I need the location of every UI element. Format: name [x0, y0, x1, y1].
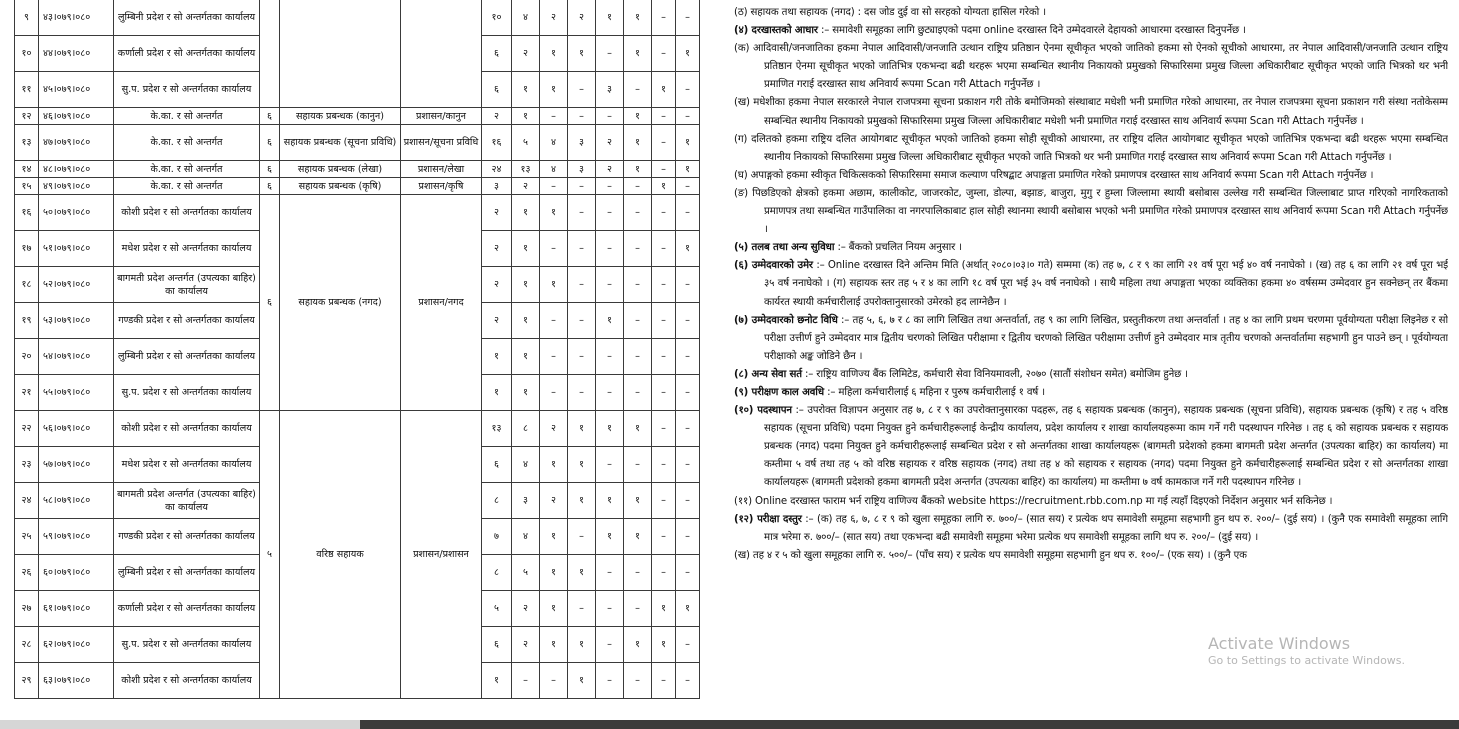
quota-cell: ५ — [512, 555, 540, 591]
quota-cell: २ — [568, 0, 596, 36]
quota-cell: १ — [512, 72, 540, 108]
service-cell: प्रशासन/कृषि — [401, 178, 482, 195]
quota-cell: १ — [624, 483, 652, 519]
quota-cell: १ — [676, 125, 700, 161]
quota-cell: ४ — [512, 0, 540, 36]
quota-cell: – — [568, 178, 596, 195]
quota-cell: १ — [568, 555, 596, 591]
quota-cell: – — [652, 483, 676, 519]
quota-cell: ४ — [512, 447, 540, 483]
total-posts-cell: १ — [482, 663, 512, 699]
level-cell: ५ — [260, 411, 280, 699]
serial-number-cell: २१ — [15, 375, 39, 411]
quota-cell: – — [596, 339, 624, 375]
total-posts-cell: ५ — [482, 591, 512, 627]
serial-number-cell: १८ — [15, 267, 39, 303]
quota-cell: – — [596, 627, 624, 663]
quota-cell: – — [652, 447, 676, 483]
quota-cell: १ — [512, 339, 540, 375]
quota-cell: – — [596, 591, 624, 627]
quota-cell: १ — [568, 627, 596, 663]
post-cell: सहायक प्रबन्धक (सूचना प्रविधि) — [280, 125, 401, 161]
quota-cell: – — [624, 555, 652, 591]
quota-cell: – — [652, 375, 676, 411]
serial-number-cell: १९ — [15, 303, 39, 339]
serial-number-cell: २६ — [15, 555, 39, 591]
advert-code-cell: ४५।०७९।०८० — [39, 72, 114, 108]
quota-cell: – — [540, 108, 568, 125]
quota-cell: – — [652, 161, 676, 178]
quota-cell: – — [568, 231, 596, 267]
quota-cell: – — [652, 663, 676, 699]
quota-cell: – — [676, 339, 700, 375]
advert-code-cell: ५२।०७९।०८० — [39, 267, 114, 303]
quota-cell: १ — [624, 125, 652, 161]
total-posts-cell: २ — [482, 303, 512, 339]
total-posts-cell: ७ — [482, 519, 512, 555]
para-exam-fee-level4-5: (ख) तह ४ र ५ को खुला समूहका लागि रु. ५००/– (पाँच सय) र प्रत्येक थप समावेशी समूहमा सहभागी हुन थप रु. १००/– (एक सय) । (कुनै एक — [734, 549, 1247, 561]
notice-text-page — [734, 4, 1448, 724]
para-qualification-assistant: (ठ) सहायक तथा सहायक (नगद) : दस जोड दुई वा सो सरहको योग्यता हासिल गरेको । — [734, 7, 1046, 18]
serial-number-cell: २३ — [15, 447, 39, 483]
total-posts-cell: १ — [482, 339, 512, 375]
quota-cell: १ — [624, 411, 652, 447]
quota-cell: – — [652, 411, 676, 447]
level-cell: ६ — [260, 161, 280, 178]
quota-cell: ४ — [540, 161, 568, 178]
quota-cell: – — [568, 195, 596, 231]
office-cell: बागमती प्रदेश अन्तर्गत (उपत्यका बाहिर) का कार्यालय — [114, 267, 260, 303]
quota-cell: २ — [512, 36, 540, 72]
watermark-subtitle: Go to Settings to activate Windows. — [1208, 654, 1406, 667]
page-gutter — [722, 0, 732, 729]
total-posts-cell: १० — [482, 0, 512, 36]
quota-cell: – — [568, 108, 596, 125]
office-cell: गण्डकी प्रदेश र सो अन्तर्गतका कार्यालय — [114, 303, 260, 339]
quota-cell: १ — [568, 411, 596, 447]
total-posts-cell: ६ — [482, 627, 512, 663]
quota-cell: – — [596, 195, 624, 231]
quota-cell: १ — [676, 36, 700, 72]
quota-cell: – — [624, 303, 652, 339]
table-row — [15, 0, 700, 36]
quota-cell: – — [540, 339, 568, 375]
para-age: (६) उम्मेदवारको उमेर :– Online दरखास्त दिने अन्तिम मिति (अर्थात् २०८०।०३।० गते) सम्ममा (क) तह ७, ८ र ९ का लागि २१ वर्ष पूरा भई ४० वर्ष ननाघेको । (ख) तह ६ का लागि २१ वर्ष पूरा भई ३५ वर्ष ननाघेको । (ग) सहायक स्तर तह ५ र ४ का लागि १८ वर्ष पूरा भई ३५ वर्ष ननाघेको । साथै महिला तथा अपाङ्गता भएका व्यक्तिका हकमा ४० वर्षसम्म उम्मेदवार हुन सक्नेछन् तर बैंकमा कार्यरत स्थायी कर्मचारीलाई उपरोक्तानुसारको उमेरको हद लाग्नेछैन । — [734, 260, 1448, 308]
total-posts-cell: २ — [482, 108, 512, 125]
quota-cell: – — [596, 663, 624, 699]
quota-cell: १ — [624, 0, 652, 36]
advert-code-cell: ४३।०७९।०८० — [39, 0, 114, 36]
service-cell-continued — [401, 0, 482, 108]
quota-cell: – — [568, 72, 596, 108]
quota-cell: – — [676, 663, 700, 699]
post-cell: सहायक प्रबन्धक (कानुन) — [280, 108, 401, 125]
advert-code-cell: ५१।०७९।०८० — [39, 231, 114, 267]
post-cell: सहायक प्रबन्धक (नगद) — [280, 195, 401, 411]
serial-number-cell: १५ — [15, 178, 39, 195]
para-service-terms: (८) अन्य सेवा सर्त :– राष्ट्रिय वाणिज्य बैंक लिमिटेड, कर्मचारी सेवा विनियमावली, २०७० (सातौं संशोधन समेत) बमोजिम हुनेछ । — [734, 368, 1188, 380]
quota-cell: – — [652, 125, 676, 161]
level-cell: ६ — [260, 178, 280, 195]
quota-cell: २ — [512, 178, 540, 195]
advert-code-cell: ४९।०७९।०८० — [39, 178, 114, 195]
quota-cell: ३ — [568, 161, 596, 178]
quota-cell: १ — [596, 411, 624, 447]
quota-cell: – — [652, 36, 676, 72]
quota-cell: – — [596, 267, 624, 303]
serial-number-cell: १४ — [15, 161, 39, 178]
table-row — [15, 411, 700, 447]
quota-cell: – — [596, 36, 624, 72]
quota-cell: २ — [512, 627, 540, 663]
level-cell-continued — [260, 0, 280, 108]
quota-cell: – — [568, 375, 596, 411]
quota-cell: – — [540, 178, 568, 195]
quota-cell: – — [676, 0, 700, 36]
quota-cell: १ — [512, 267, 540, 303]
quota-cell: – — [676, 375, 700, 411]
quota-cell: – — [624, 663, 652, 699]
quota-cell: – — [676, 555, 700, 591]
advert-code-cell: ६१।०७९।०८० — [39, 591, 114, 627]
horizontal-scrollbar[interactable] — [0, 720, 1459, 729]
quota-cell: १ — [512, 108, 540, 125]
quota-cell: १ — [596, 483, 624, 519]
advert-code-cell: ४६।०७९।०८० — [39, 108, 114, 125]
para-probation: (९) परीक्षण काल अवधि :– महिला कर्मचारीलाई ६ महिना र पुरुष कर्मचारीलाई १ वर्ष । — [734, 386, 1045, 398]
serial-number-cell: २० — [15, 339, 39, 375]
quota-cell: १ — [540, 267, 568, 303]
quota-cell: ३ — [596, 72, 624, 108]
table-row — [15, 195, 700, 231]
serial-number-cell: १३ — [15, 125, 39, 161]
quota-cell: १ — [512, 195, 540, 231]
quota-cell: १ — [676, 161, 700, 178]
quota-cell: १ — [652, 72, 676, 108]
quota-cell: – — [624, 339, 652, 375]
office-cell: मधेश प्रदेश र सो अन्तर्गतका कार्यालय — [114, 231, 260, 267]
advert-code-cell: ५७।०७९।०८० — [39, 447, 114, 483]
total-posts-cell: १ — [482, 375, 512, 411]
quota-cell: १ — [676, 591, 700, 627]
quota-cell: २ — [540, 411, 568, 447]
office-cell: सु.प. प्रदेश र सो अन्तर्गतका कार्यालय — [114, 72, 260, 108]
para-madhesi: (ख) मधेशीका हकमा नेपाल सरकारले नेपाल राजपत्रमा सूचना प्रकाशन गरी तोके बमोजिमको संस्थाबाट मधेशी भनी प्रमाणित गरेको आधारमा, तर नेपाल राजपत्रमा सूचना प्रकाशन गरी संस्था नतोकेसम्म सम्बन्धित स्थानीय निकायको प्रमुखको सिफारिसमा प्रमुख जिल्ला अधिकारीबाट मधेशी भनी प्रमाणित गराई दरखास्त साथ अनिवार्य रूपमा Scan गरी Attach गर्नुपर्नेछ । — [734, 97, 1448, 127]
advert-code-cell: ५६।०७९।०८० — [39, 411, 114, 447]
para-selection-method: (७) उम्मेदवारको छनोट विधि :– तह ५, ६, ७ र ८ का लागि लिखित तथा अन्तर्वार्ता, तह ९ का लागि लिखित, प्रस्तुतीकरण तथा अन्तर्वार्ता । तह ४ का लागि प्रथम चरणमा पूर्वयोग्यता परीक्षा लिइनेछ र सो परीक्षा उत्तीर्ण हुने उम्मेदवार मात्र द्वितीय चरणको लिखित परीक्षामा र द्वितीय चरणको लिखित परीक्षामा उत्तीर्ण हुने उम्मेदवार मात्र तृतीय चरणको अन्तर्वार्तामा सहभागी हुन पाउने छन् । पूर्वयोग्यता परीक्षाको अङ्क जोडिने छैन । — [734, 314, 1448, 362]
office-cell: मधेश प्रदेश र सो अन्तर्गतका कार्यालय — [114, 447, 260, 483]
table-row — [15, 108, 700, 125]
quota-cell: – — [676, 178, 700, 195]
total-posts-cell: ८ — [482, 483, 512, 519]
quota-cell: ३ — [512, 483, 540, 519]
quota-cell: – — [676, 411, 700, 447]
quota-cell: – — [676, 519, 700, 555]
advert-code-cell: ५३।०७९।०८० — [39, 303, 114, 339]
advert-code-cell: ५९।०७९।०८० — [39, 519, 114, 555]
advert-code-cell: ५०।०७९।०८० — [39, 195, 114, 231]
advert-code-cell: ६०।०७९।०८० — [39, 555, 114, 591]
serial-number-cell: ९ — [15, 0, 39, 36]
quota-cell: – — [624, 195, 652, 231]
advert-code-cell: ५५।०७९।०८० — [39, 375, 114, 411]
serial-number-cell: १६ — [15, 195, 39, 231]
quota-cell: – — [676, 72, 700, 108]
quota-cell: १ — [624, 627, 652, 663]
office-cell: बागमती प्रदेश अन्तर्गत (उपत्यका बाहिर) का कार्यालय — [114, 483, 260, 519]
total-posts-cell: ३ — [482, 178, 512, 195]
advert-code-cell: ४७।०७९।०८० — [39, 125, 114, 161]
post-cell: वरिष्ठ सहायक — [280, 411, 401, 699]
quota-cell: – — [596, 375, 624, 411]
advert-code-cell: ४८।०७९।०८० — [39, 161, 114, 178]
quota-cell: – — [652, 519, 676, 555]
quota-cell: १ — [624, 108, 652, 125]
office-cell: गण्डकी प्रदेश र सो अन्तर्गतका कार्यालय — [114, 519, 260, 555]
vacancy-table-page — [0, 0, 722, 720]
quota-cell: – — [596, 447, 624, 483]
office-cell: लुम्बिनी प्रदेश र सो अन्तर्गतका कार्यालय — [114, 555, 260, 591]
quota-cell: – — [568, 591, 596, 627]
office-cell: सु.प. प्रदेश र सो अन्तर्गतका कार्यालय — [114, 627, 260, 663]
para-dalit: (ग) दलितको हकमा राष्ट्रिय दलित आयोगबाट सूचीकृत भएको जातिको हकमा सोही सूचीको आधारमा, तर राष्ट्रिय दलित आयोगबाट सूचीकृत भएको जातिभित्र एकभन्दा बढी थरहरू भएमा सम्बन्धित स्थानीय निकायको सिफारिसमा प्रमुख जिल्ला अधिकारीबाट सूचीकृत भएको जाति भित्रको थर भनी प्रमाणित गराई दरखास्त साथ अनिवार्य रूपमा Scan गरी Attach गर्नुपर्नेछ । — [734, 133, 1448, 163]
post-cell: सहायक प्रबन्धक (लेखा) — [280, 161, 401, 178]
quota-cell: १ — [652, 627, 676, 663]
quota-cell: १ — [540, 195, 568, 231]
serial-number-cell: १२ — [15, 108, 39, 125]
service-cell: प्रशासन/प्रशासन — [401, 411, 482, 699]
quota-cell: – — [596, 555, 624, 591]
quota-cell: – — [652, 339, 676, 375]
office-cell: सु.प. प्रदेश र सो अन्तर्गतका कार्यालय — [114, 375, 260, 411]
para-posting: (१०) पदस्थापन :– उपरोक्त विज्ञापन अनुसार तह ७, ८ र ९ का उपरोक्तानुसारका पदहरू, तह ६ सहायक प्रबन्धक (कानुन), सहायक प्रबन्धक (सूचना प्रविधि), सहायक प्रबन्धक (कृषि) र तह ५ वरिष्ठ सहायक (सूचना प्रविधि) पदमा नियुक्त हुने कर्मचारीहरूलाई केन्द्रीय कार्यालय, प्रदेश कार्यालय र शाखा कार्यालयहरूमा काम गर्ने गरी पदस्थापन गरिनेछ । तह ६ को सहायक प्रबन्धक र सहायक प्रबन्धक (नगद) पदमा नियुक्त हुने कर्मचारीहरूलाई सम्बन्धित प्रदेश र सो अन्तर्गतका शाखा कार्यालयहरू (बागमती प्रदेशको हकमा बागमती प्रदेश अन्तर्गत (उपत्यका बाहिर) का कार्यालय) मा कम्तीमा ५ वर्ष तथा तह ५ को वरिष्ठ सहायक र वरिष्ठ सहायक (नगद) तथा तह ४ को सहायक र सहायक (नगद) पदमा नियुक्त हुने कर्मचारीहरूलाई सम्बन्धित प्रदेश र सो अन्तर्गतका शाखा कार्यालयहरू (बागमती प्रदेशको हकमा बागमती प्रदेश अन्तर्गत (उपत्यका बाहिर) का कार्यालय) मा कम्तीमा ७ वर्ष कामकाज गर्ने गरी पदस्थापन गरिनेछ । — [734, 405, 1448, 489]
para-backward-region: (ङ) पिछडिएको क्षेत्रको हकमा अछाम, कालीकोट, जाजरकोट, जुम्ला, डोल्पा, बझाङ, बाजुरा, मुगु र हुम्ला जिल्लामा स्थायी बसोबास उल्लेख गरी सम्बन्धित जिल्लाबाट प्राप्त गरिएको नागरिकताको प्रमाणपत्र तथा सम्बन्धित गाउँपालिका वा नगरपालिकाबाट हाल सोही स्थानमा स्थायी बसोबास भएको भनी प्रमाणित गरेको प्रमाणपत्र दरखास्त साथ अनिवार्य रूपमा Scan गरी Attach गर्नुपर्नेछ । — [734, 187, 1448, 236]
para-online-form: (११) Online दरखास्त फाराम भर्न राष्ट्रिय वाणिज्य बैंकको website https://recruitment.rbb.com.np मा गई त्यहाँ दिइएको निर्देशन अनुसार भर्न सकिनेछ । — [734, 495, 1333, 507]
quota-cell: ४ — [540, 125, 568, 161]
quota-cell: – — [676, 108, 700, 125]
service-cell: प्रशासन/सूचना प्रविधि — [401, 125, 482, 161]
quota-cell: – — [676, 267, 700, 303]
quota-cell: १ — [512, 375, 540, 411]
total-posts-cell: २ — [482, 267, 512, 303]
quota-cell: १ — [596, 519, 624, 555]
total-posts-cell: १६ — [482, 125, 512, 161]
office-cell: लुम्बिनी प्रदेश र सो अन्तर्गतका कार्यालय — [114, 339, 260, 375]
office-cell: कर्णाली प्रदेश र सो अन्तर्गतका कार्यालय — [114, 591, 260, 627]
quota-cell: – — [624, 591, 652, 627]
quota-cell: – — [540, 663, 568, 699]
quota-cell: – — [624, 178, 652, 195]
serial-number-cell: ११ — [15, 72, 39, 108]
advert-code-cell: ६३।०७९।०८० — [39, 663, 114, 699]
post-cell-continued — [280, 0, 401, 108]
vacancy-table — [14, 0, 700, 699]
office-cell: के.का. र सो अन्तर्गत — [114, 125, 260, 161]
quota-cell: १ — [568, 447, 596, 483]
quota-cell: – — [652, 555, 676, 591]
office-cell: के.का. र सो अन्तर्गत — [114, 108, 260, 125]
quota-cell: १ — [568, 663, 596, 699]
quota-cell: २ — [540, 483, 568, 519]
quota-cell: १ — [540, 36, 568, 72]
quota-cell: २ — [512, 591, 540, 627]
post-cell: सहायक प्रबन्धक (कृषि) — [280, 178, 401, 195]
quota-cell: ५ — [512, 125, 540, 161]
level-cell: ६ — [260, 125, 280, 161]
quota-cell: १ — [676, 231, 700, 267]
quota-cell: १ — [540, 519, 568, 555]
quota-cell: – — [652, 267, 676, 303]
office-cell: के.का. र सो अन्तर्गत — [114, 161, 260, 178]
quota-cell: १ — [540, 555, 568, 591]
total-posts-cell: २ — [482, 231, 512, 267]
quota-cell: – — [624, 267, 652, 303]
quota-cell: – — [596, 108, 624, 125]
serial-number-cell: २८ — [15, 627, 39, 663]
quota-cell: – — [652, 303, 676, 339]
quota-cell: – — [596, 231, 624, 267]
serial-number-cell: २७ — [15, 591, 39, 627]
quota-cell: – — [652, 108, 676, 125]
quota-cell: – — [540, 231, 568, 267]
quota-cell: – — [676, 195, 700, 231]
total-posts-cell: १३ — [482, 411, 512, 447]
quota-cell: २ — [596, 125, 624, 161]
advert-code-cell: ५४।०७९।०८० — [39, 339, 114, 375]
quota-cell: १ — [540, 627, 568, 663]
scrollbar-thumb[interactable] — [360, 720, 1459, 729]
quota-cell: – — [676, 483, 700, 519]
quota-cell: – — [676, 627, 700, 663]
office-cell: कोशी प्रदेश र सो अन्तर्गतका कार्यालय — [114, 195, 260, 231]
serial-number-cell: २४ — [15, 483, 39, 519]
quota-cell: – — [652, 0, 676, 36]
para-exam-fee: (१२) परीक्षा दस्तुर :– (क) तह ६, ७, ८ र ९ को खुला समूहका लागि रु. ७००/– (सात सय) र प्रत्येक थप समावेशी समूहमा सहभागी हुन थप रु. २००/– (दुई सय) । (कुनै एक समावेशी समूहका लागि मात्र भरेमा रु. ७००/– (सात सय) तथा एकभन्दा बढी समावेशी समूहमा भरेमा प्रत्येक थप समावेशी समूहका लागि थप रु. २००/– (दुई सय) । — [734, 513, 1448, 543]
quota-cell: १ — [652, 591, 676, 627]
quota-cell: १ — [540, 447, 568, 483]
watermark-title: Activate Windows — [1208, 634, 1351, 653]
para-salary: (५) तलब तथा अन्य सुविधा :– बैंकको प्रचलित नियम अनुसार । — [734, 242, 962, 254]
quota-cell: १ — [568, 483, 596, 519]
service-cell: प्रशासन/लेखा — [401, 161, 482, 178]
quota-cell: – — [624, 231, 652, 267]
level-cell: ६ — [260, 108, 280, 125]
quota-cell: – — [540, 375, 568, 411]
quota-cell: – — [512, 663, 540, 699]
serial-number-cell: २५ — [15, 519, 39, 555]
quota-cell: २ — [596, 161, 624, 178]
serial-number-cell: २९ — [15, 663, 39, 699]
serial-number-cell: १७ — [15, 231, 39, 267]
quota-cell: – — [568, 303, 596, 339]
para-disabled: (घ) अपाङ्गको हकमा स्वीकृत चिकित्सकको सिफारिसमा समाज कल्याण परिषद्बाट अपाङ्गता प्रमाणित गरेको प्रमाणपत्र दरखास्त साथ अनिवार्य रूपमा Scan गरी Attach गर्नुपर्नेछ । — [734, 169, 1374, 181]
office-cell: लुम्बिनी प्रदेश र सो अन्तर्गतका कार्यालय — [114, 0, 260, 36]
quota-cell: – — [652, 231, 676, 267]
quota-cell: १ — [568, 36, 596, 72]
quota-cell: – — [676, 303, 700, 339]
quota-cell: १ — [540, 72, 568, 108]
office-cell: के.का. र सो अन्तर्गत — [114, 178, 260, 195]
service-cell: प्रशासन/नगद — [401, 195, 482, 411]
office-cell: कोशी प्रदेश र सो अन्तर्गतका कार्यालय — [114, 663, 260, 699]
serial-number-cell: १० — [15, 36, 39, 72]
quota-cell: १ — [624, 519, 652, 555]
quota-cell: १ — [624, 36, 652, 72]
quota-cell: – — [568, 519, 596, 555]
total-posts-cell: २ — [482, 195, 512, 231]
total-posts-cell: ८ — [482, 555, 512, 591]
serial-number-cell: २२ — [15, 411, 39, 447]
quota-cell: – — [624, 72, 652, 108]
quota-cell: – — [652, 195, 676, 231]
advert-code-cell: ६२।०७९।०८० — [39, 627, 114, 663]
office-cell: कोशी प्रदेश र सो अन्तर्गतका कार्यालय — [114, 411, 260, 447]
quota-cell: – — [624, 447, 652, 483]
quota-cell: १ — [624, 161, 652, 178]
quota-cell: २ — [540, 0, 568, 36]
total-posts-cell: २४ — [482, 161, 512, 178]
quota-cell: – — [676, 447, 700, 483]
level-cell: ६ — [260, 195, 280, 411]
quota-cell: १३ — [512, 161, 540, 178]
table-row — [15, 178, 700, 195]
para-janajati: (क) आदिवासी/जनजातिका हकमा नेपाल आदिवासी/जनजाति उत्थान राष्ट्रिय प्रतिष्ठान ऐनमा सूचीकृत भएको जातिको हकमा सो ऐनको सूचीको आधारमा, तर नेपाल आदिवासी/जनजाति उत्थान राष्ट्रिय प्रतिष्ठान ऐनमा सूचीकृत भएको जातिभित्र एकभन्दा बढी थरहरू भएमा सम्बन्धित स्थानीय निकायको प्रमुखको सिफारिसमा प्रमुख जिल्ला अधिकारीबाट सूचीकृत भएको जाति भित्रको थर भनी प्रमाणित गराई दरखास्त साथ अनिवार्य रूपमा Scan गरी Attach गर्नुपर्नेछ । — [734, 43, 1448, 91]
quota-cell: १ — [540, 591, 568, 627]
para-application-basis: (४) दरखास्तको आधार :– समावेशी समूहका लागि छुट्याइएको पदमा online दरखास्त दिने उम्मेदवारले देहायको आधारमा दरखास्त दिनुपर्नेछ । — [734, 25, 1246, 37]
total-posts-cell: ६ — [482, 447, 512, 483]
office-cell: कर्णाली प्रदेश र सो अन्तर्गतका कार्यालय — [114, 36, 260, 72]
table-row — [15, 125, 700, 161]
quota-cell: १ — [512, 303, 540, 339]
quota-cell: १ — [512, 231, 540, 267]
total-posts-cell: ६ — [482, 36, 512, 72]
quota-cell: – — [568, 339, 596, 375]
quota-cell: – — [596, 178, 624, 195]
quota-cell: – — [568, 267, 596, 303]
advert-code-cell: ५८।०७९।०८० — [39, 483, 114, 519]
quota-cell: ८ — [512, 411, 540, 447]
quota-cell: १ — [596, 0, 624, 36]
service-cell: प्रशासन/कानुन — [401, 108, 482, 125]
advert-code-cell: ४४।०७९।०८० — [39, 36, 114, 72]
quota-cell: – — [624, 375, 652, 411]
quota-cell: १ — [596, 303, 624, 339]
quota-cell: ४ — [512, 519, 540, 555]
quota-cell: ३ — [568, 125, 596, 161]
quota-cell: – — [540, 303, 568, 339]
quota-cell: १ — [652, 178, 676, 195]
total-posts-cell: ६ — [482, 72, 512, 108]
table-row — [15, 161, 700, 178]
